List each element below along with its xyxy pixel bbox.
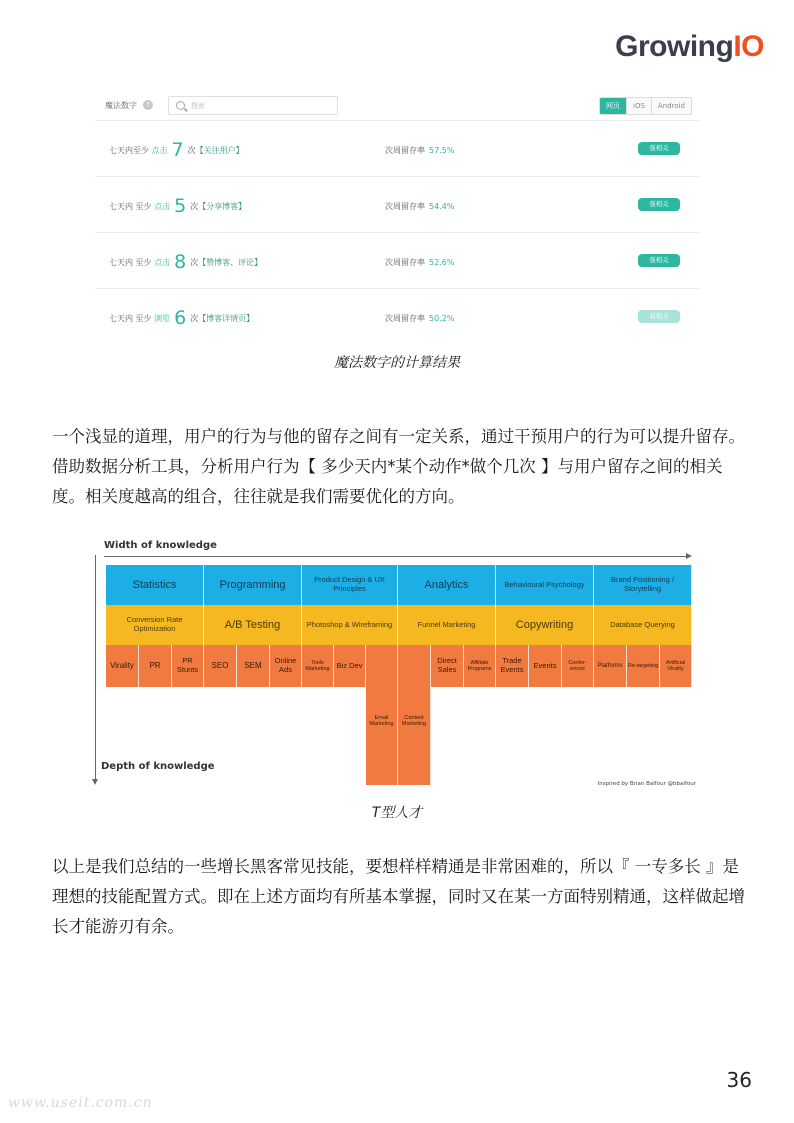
- chart-credit: Inspired by Brian Balfour @bbalfour: [597, 781, 696, 787]
- row-retention: 次周留存率 52.6%: [385, 258, 455, 267]
- body-paragraph: 以上是我们总结的一些增长黑客常见技能，要想样样精通是非常困难的，所以『 一专多长 』是理想的技能配置方式。即在上述方面均有所基本掌握，同时又在某一方面特别精通，这样做起增长才能游刃有余。: [52, 857, 745, 936]
- skill-cell: Online Ads: [270, 645, 302, 687]
- skill-cell: Artificial Virality: [660, 645, 692, 687]
- list-item: [95, 288, 700, 344]
- arrow-right-icon: [686, 553, 692, 559]
- search-box[interactable]: [168, 96, 338, 115]
- skill-cell: Content Marketing: [398, 645, 431, 785]
- skill-cell: Tools Marketing: [302, 645, 334, 687]
- skill-cell: Platforms: [594, 645, 627, 687]
- tab-ios[interactable]: iOS: [626, 98, 651, 114]
- skill-cell: Re-targeting: [627, 645, 660, 687]
- search-input[interactable]: [191, 99, 331, 112]
- page-number: 36: [726, 1068, 752, 1092]
- status-badge: 弱相关: [638, 310, 680, 323]
- skill-cell: SEM: [237, 645, 270, 687]
- skill-cell: Programming: [204, 565, 302, 605]
- growingio-logo: GrowingIO: [615, 30, 764, 63]
- figure-caption: T型人才: [371, 805, 423, 821]
- arrow-down-icon: [92, 779, 98, 785]
- skill-cell: SEO: [204, 645, 237, 687]
- status-badge: 强相关: [638, 142, 680, 155]
- tab-web[interactable]: 网页: [600, 98, 626, 114]
- row-condition: 七天内至少 点击 7 次【关注用户】: [109, 139, 244, 161]
- status-badge: 强相关: [638, 254, 680, 267]
- panel-title: 魔法数字: [105, 101, 137, 110]
- panel-header: [95, 92, 700, 122]
- help-icon[interactable]: ?: [143, 100, 153, 110]
- width-axis-line: [104, 556, 689, 557]
- search-icon: [176, 101, 185, 110]
- skill-cell: Photoshop & Wireframing: [302, 605, 398, 645]
- skill-cell: Trade Events: [496, 645, 529, 687]
- body-paragraph: 一个浅显的道理，用户的行为与他的留存之间有一定关系，通过干预用户的行为可以提升留存。借助数据分析工具，分析用户行为【 多少天内*某个动作*做个几次 】与用户留存之间的相关度。相关度越高的组合，往往就是我们需要优化的方向。: [52, 427, 745, 506]
- skill-cell: Events: [529, 645, 562, 687]
- skill-cell: Brand Positioning / Storytelling: [594, 565, 692, 605]
- row-condition: 七天内 至少 点击 8 次【赞博客、评论】: [109, 251, 263, 273]
- row-condition: 七天内 至少 浏览 6 次【博客详情页】: [109, 307, 255, 329]
- skill-cell: Conversion Rate Optimization: [106, 605, 204, 645]
- width-axis-label: Width of knowledge: [104, 540, 217, 551]
- skill-cell: Behavioural Psychology: [496, 565, 594, 605]
- figure-caption: 魔法数字的计算结果: [334, 355, 460, 371]
- list-item: [95, 232, 700, 288]
- list-item: [95, 120, 700, 176]
- magic-number-panel: [95, 92, 700, 344]
- skill-cell: Direct Sales: [431, 645, 464, 687]
- skill-cell: Product Design & UX Principles: [302, 565, 398, 605]
- platform-tabs: [599, 97, 692, 115]
- skill-cell: Funnel Marketing: [398, 605, 496, 645]
- list-item: [95, 176, 700, 232]
- skill-cell: A/B Testing: [204, 605, 302, 645]
- skill-cell: Database Querying: [594, 605, 692, 645]
- skill-cell: Copywriting: [496, 605, 594, 645]
- skill-cell: Biz Dev: [334, 645, 366, 687]
- row-retention: 次周留存率 57.5%: [385, 146, 455, 155]
- tab-android[interactable]: Android: [651, 98, 691, 114]
- watermark: www.useit.com.cn: [8, 1095, 153, 1111]
- depth-axis-line: [95, 555, 96, 780]
- skill-cell: PR Stunts: [172, 645, 204, 687]
- skill-cell: Confer-ences: [562, 645, 594, 687]
- row-retention: 次周留存率 50.2%: [385, 314, 455, 323]
- row-condition: 七天内 至少 点击 5 次【分享博客】: [109, 195, 247, 217]
- skill-cell: Analytics: [398, 565, 496, 605]
- depth-axis-label: Depth of knowledge: [101, 761, 215, 772]
- t-shaped-skills-chart: [92, 535, 702, 795]
- skill-cell: Email Marketing: [366, 645, 398, 785]
- skill-cell: Affiliate Programs: [464, 645, 496, 687]
- skill-cell: Statistics: [106, 565, 204, 605]
- skill-cell: PR: [139, 645, 172, 687]
- status-badge: 强相关: [638, 198, 680, 211]
- row-retention: 次周留存率 54.4%: [385, 202, 455, 211]
- skill-cell: Virality: [106, 645, 139, 687]
